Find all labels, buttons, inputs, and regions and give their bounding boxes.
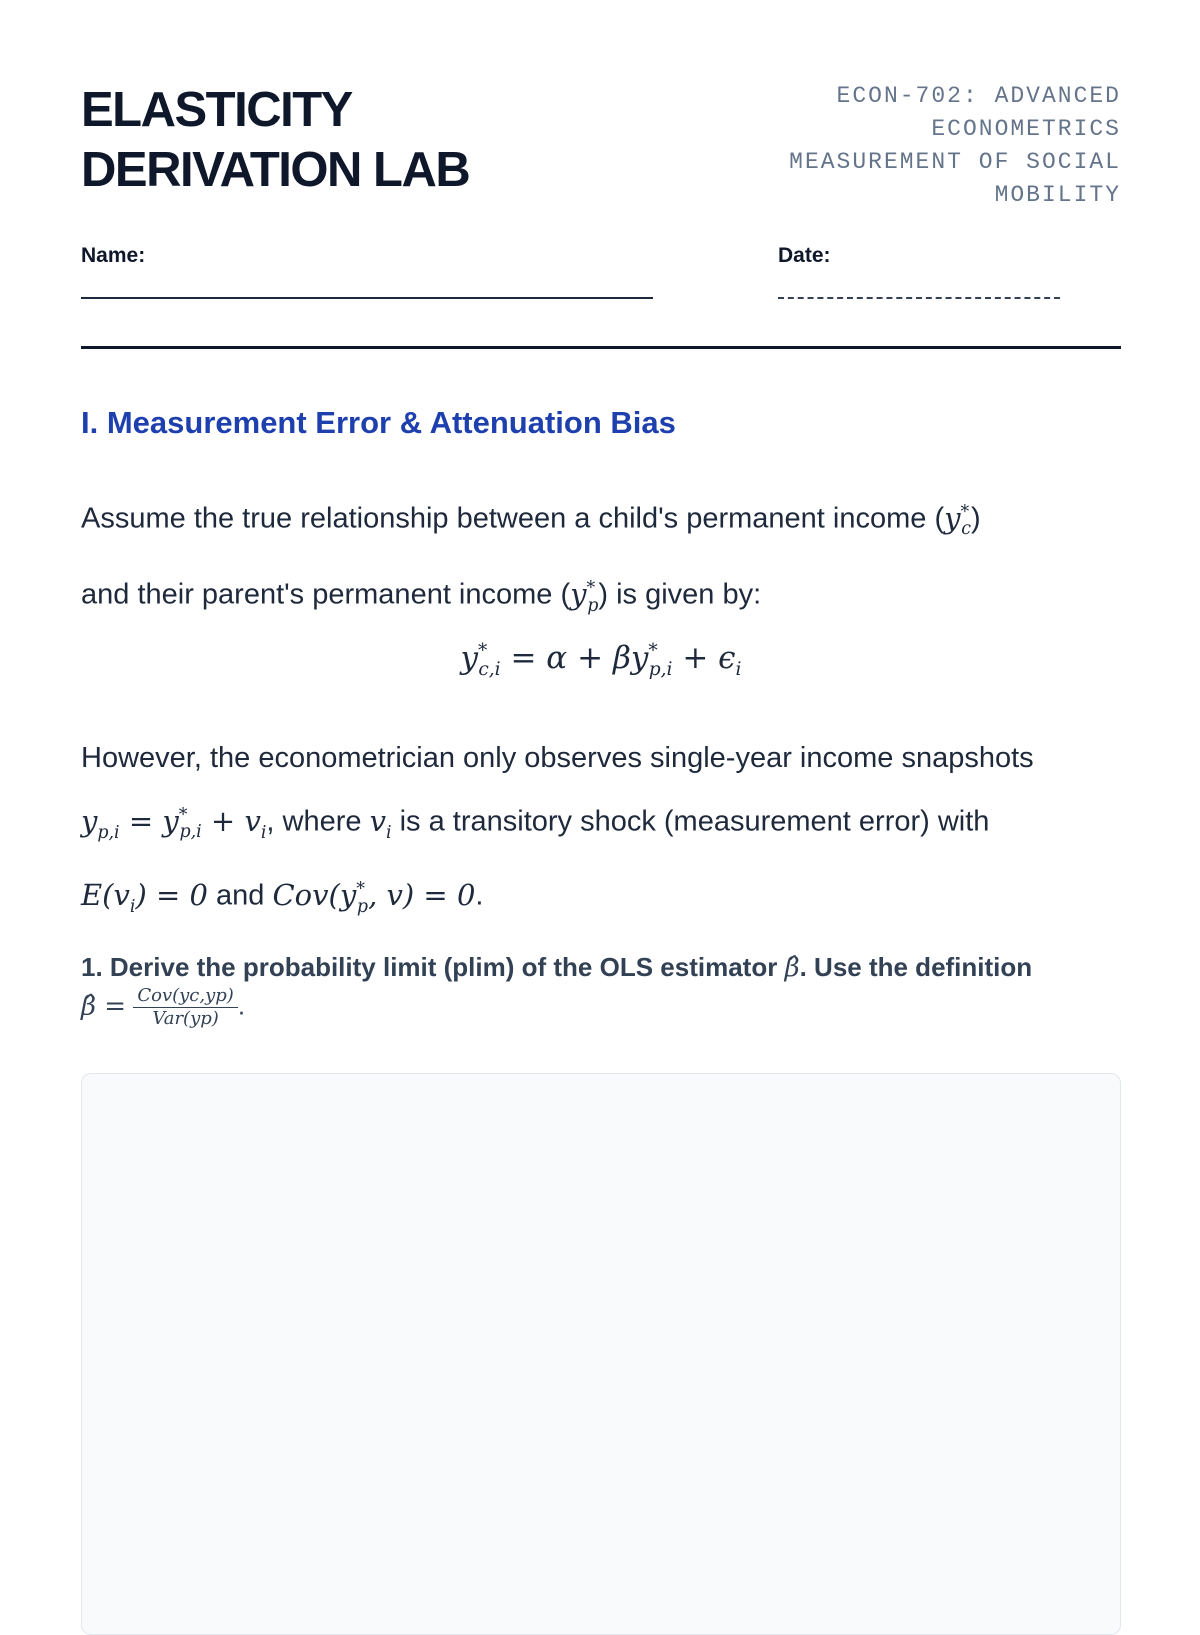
beta-hat: β̂ =	[81, 991, 127, 1022]
name-label: Name:	[81, 244, 146, 267]
text: is a transitory shock (measurement error) with	[391, 805, 990, 838]
title-line: ELASTICITY	[81, 83, 352, 137]
name-field-line[interactable]	[81, 297, 653, 299]
math: $Cov(y^*_p$, v) = 0	[272, 878, 476, 917]
math: $E(v_i) = 0$	[81, 878, 208, 917]
course-line: MEASUREMENT OF SOCIAL	[789, 149, 1121, 175]
course-line: ECON-702: ADVANCED	[836, 83, 1121, 109]
measurement-paragraph	[81, 730, 1121, 936]
text: . Use the definition	[799, 952, 1033, 982]
date-field-line[interactable]	[778, 297, 1060, 299]
section-heading: I. Measurement Error & Attenuation Bias	[81, 405, 676, 440]
math: $y^*_c$	[944, 500, 971, 540]
text: , where	[266, 805, 370, 838]
course-line: MOBILITY	[994, 182, 1121, 208]
course-line: ECONOMETRICS	[931, 116, 1121, 142]
model-equation: $y^*_{c,i} = \alpha + \beta y^*_{p,i} + \epsilon_i$	[460, 640, 742, 681]
text: .	[475, 880, 484, 913]
text: However, the econometrician only observes single-year income snapshots	[81, 742, 1034, 774]
header-divider	[81, 346, 1121, 349]
fraction	[133, 985, 238, 1030]
text: )	[970, 502, 981, 535]
math: $v_i$	[369, 803, 392, 843]
answer-box[interactable]	[81, 1073, 1121, 1635]
text: and their parent's permanent income (	[81, 579, 571, 612]
text: Assume the true relationship between a child's permanent income (	[81, 502, 945, 535]
beta-hat: β̂	[784, 953, 800, 983]
intro-paragraph	[81, 483, 1121, 636]
question-1: 1. Derive the probability limit (plim) of the OLS estimator β̂. Use the definition β̂ = $\frac{\text{Cov(yc,yp)}}{\text{Var(yp)}}$ .	[81, 952, 1033, 1029]
text: ) is given by:	[598, 579, 762, 612]
denominator: Var(yp)	[152, 1008, 219, 1029]
title-line: DERIVATION LAB	[81, 143, 470, 197]
math: $y^*_p$	[570, 577, 599, 616]
text: and	[207, 880, 273, 913]
date-label: Date:	[778, 244, 831, 267]
text: 1. Derive the probability limit (plim) of the OLS estimator	[81, 952, 785, 982]
page-title	[81, 80, 469, 200]
numerator: Cov(yc,yp)	[133, 985, 238, 1008]
course-info	[789, 80, 1121, 212]
math: $y_{p,i} = y^*_{p,i} + v_i$	[81, 803, 267, 843]
